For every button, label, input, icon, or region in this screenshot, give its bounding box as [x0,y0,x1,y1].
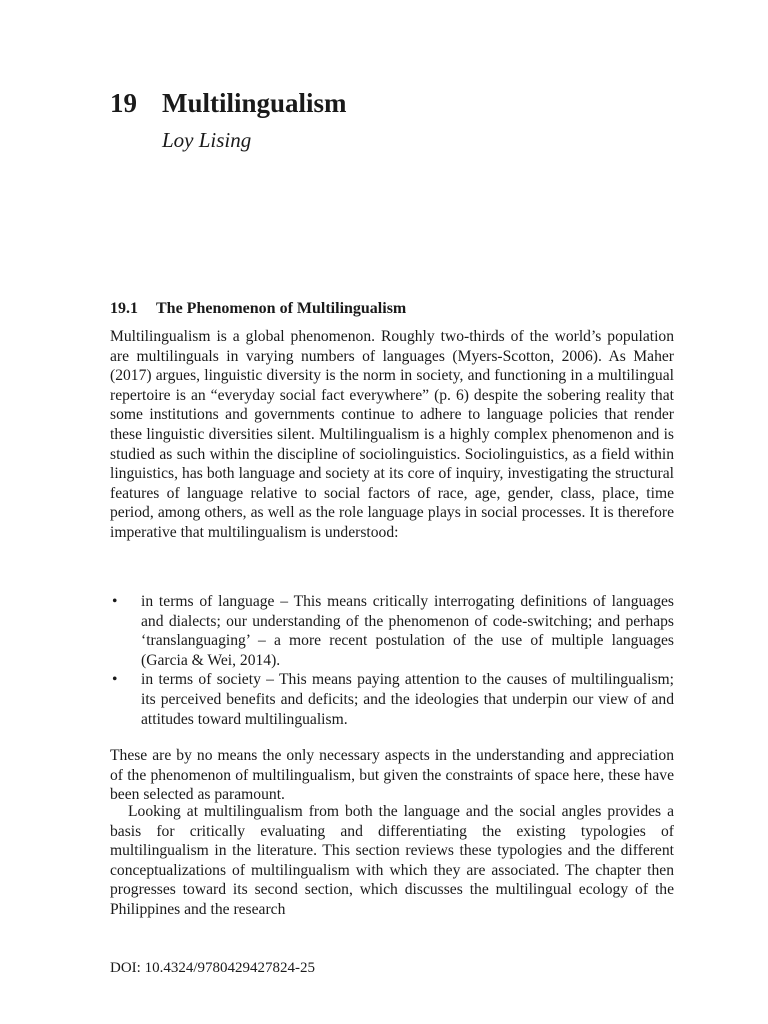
bullet-text: in terms of society – This means paying attention to the causes of multilingualism; its perceived benefits and deficits; and the ideologies that underpin our view of and attitudes toward multilingualism. [141,671,674,728]
section-title: The Phenomenon of Multilingualism [156,300,407,317]
bullet-item-society [110,670,674,729]
section-number: 19.1 [110,300,138,317]
bullet-marker: • [112,593,118,610]
bullet-marker: • [112,671,118,689]
paragraph-3: Looking at multilingualism from both the language and the social angles provides a basis for critically evaluating and differentiating the existing typologies of multilingualism in the literature. This section reviews these typologies and the different conceptualizations of multilingualism with which they are associated. The chapter then progresses toward its second section, which discusses the multilingual ecology of the Philippines and the research [110,803,674,918]
paragraph-2: These are by no means the only necessary aspects in the understanding and appreciation of the phenomenon of multilingualism, but given the constraints of space here, these have been selected as paramount. [110,747,674,804]
bullet-item-language [110,592,674,670]
chapter-author: Loy Lising [162,128,252,152]
bullet-text: in terms of language – This means critically interrogating definitions of languages and dialects; our understanding of the phenomenon of code-switching; and perhaps ‘translanguaging’ – a more recent postulation of the use of multiple languages (Garcia & Wei, 2014). [141,593,674,669]
chapter-number: 19 [110,88,137,118]
bullet-list [110,592,674,729]
paragraph-1: Multilingualism is a global phenomenon. Roughly two-thirds of the world’s population are multilinguals in varying numbers of languages (Myers-Scotton, 2006). As Maher (2017) argues, linguistic diversity is the norm in society, and functioning in a multilingual repertoire is an “everyday social fact everywhere” (p. 6) despite the sobering reality that some institutions and governments continue to adhere to language policies that render these linguistic diversities silent. Multilingualism is a highly complex phenomenon and is studied as such within the discipline of sociolinguistics. Sociolinguistics, as a field within linguistics, has both language and society at its core of inquiry, investigating the structural features of language relative to social factors of race, age, gender, class, place, time period, among others, as well as the role language plays in social processes. It is therefore imperative that multilingualism is understood: [110,328,674,541]
chapter-title-text: Multilingualism [162,88,347,118]
chapter-title [110,86,347,120]
doi-footer: DOI: 10.4324/9780429427824-25 [110,960,315,976]
section-heading [110,298,406,320]
